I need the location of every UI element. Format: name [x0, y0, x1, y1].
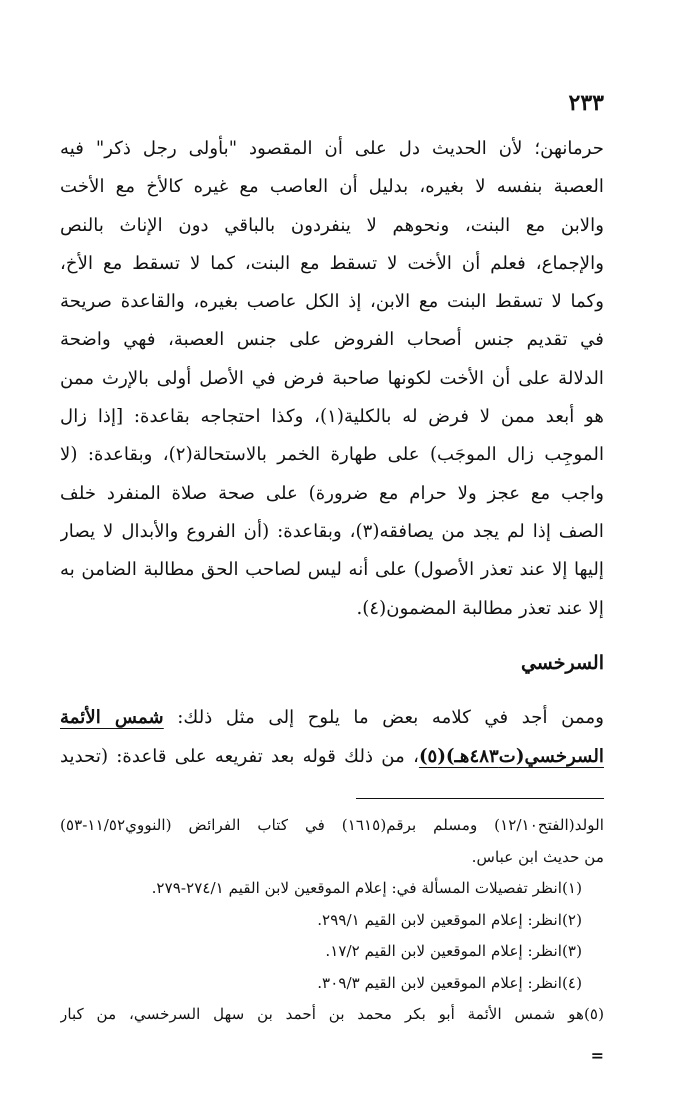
footnote-item: (٥)هو شمس الأئمة أبو بكر محمد بن أحمد بن سهل السرخسي، من كبار: [60, 1005, 604, 1023]
footnote-separator: [356, 798, 604, 799]
text-line: واجب مع عجز ولا حرام مع ضرورة) على صحة صلاة المنفرد خلف: [60, 482, 604, 504]
text-line: إلا عند تعذر مطالبة المضمون(٤).: [356, 597, 604, 619]
text-line: [60, 698, 604, 737]
continuation-mark: =: [590, 1046, 604, 1065]
footnote-item: (٣)انظر: إعلام الموقعين لابن القيم ١٧/٢.: [325, 942, 582, 960]
footnote-item: (٤)انظر: إعلام الموقعين لابن القيم ٣٠٩/٣.: [317, 973, 582, 992]
text-line: [60, 737, 604, 776]
text-line: وكما لا تسقط البنت مع الابن، إذ الكل عاصب بغيره، والقاعدة صريحة: [60, 291, 604, 313]
section-heading: السرخسي: [520, 652, 604, 674]
footnotes: [60, 810, 604, 1031]
highlighted-name: السرخسي(ت٤٨٣هـ)(٥): [418, 746, 604, 767]
text-line: العصبة بنفسه لا بغيره، بدليل أن العاصب مع غيره كالأخ مع الأخت: [60, 176, 604, 198]
text-line: والابن مع البنت، ونحوهم لا ينفردون بالباقي دون الإناث بالنص: [60, 214, 604, 236]
text-line: في تقديم جنس أصحاب الفروض على جنس العصبة، فهي واضحة: [60, 329, 604, 351]
highlighted-name: شمس الأئمة: [60, 707, 164, 728]
text-line: الموجِب زال الموجَب) على طهارة الخمر بالاستحالة(٢)، وبقاعدة: (لا: [60, 444, 604, 466]
footnote-item: (٢)انظر: إعلام الموقعين لابن القيم ٢٩٩/١.: [317, 910, 582, 929]
main-paragraph: [60, 130, 604, 628]
text-line: حرمانهن؛ لأن الحديث دل على أن المقصود "بأولى رجل ذكر" فيه: [60, 138, 604, 159]
text-line: إليها إلا عند تعذر الأصول) على أنه ليس لصاحب الحق مطالبة الضامن به: [60, 559, 604, 581]
text-segment: ، من ذلك قوله بعد تفريعه على قاعدة: (تحديد: [60, 746, 419, 767]
text-line: هو أبعد ممن لا فرض له بالكلية(١)، وكذا احتجاجه بقاعدة: [إذا زال: [60, 406, 604, 428]
footnote-line: من حديث ابن عباس.: [471, 847, 604, 866]
text-line: والإجماع، فعلم أن الأخت لا تسقط مع البنت، كما لا تسقط مع الأخ،: [60, 252, 604, 274]
footnote-line: الولد(الفتح١٢/١٠) ومسلم برقم(١٦١٥) في كتاب الفرائض (النووي١١/٥٢-٥٣): [60, 816, 604, 834]
page-number: ٢٣٣: [568, 90, 604, 116]
sarakhsi-paragraph: [60, 698, 604, 776]
footnote-item: (١)انظر تفصيلات المسألة في: إعلام الموقعين لابن القيم ٢٧٤/١-٢٧٩.: [151, 879, 582, 897]
text-line: الصف إذا لم يجد من يصافقه(٣)، وبقاعدة: (أن الفروع والأبدال لا يصار: [60, 520, 604, 542]
text-line: الدلالة على أن الأخت لكونها صاحبة فرض في الأصل أولى بالإرث ممن: [60, 367, 604, 389]
text-segment: وممن أجد في كلامه بعض ما يلوح إلى مثل ذلك:: [163, 707, 604, 728]
